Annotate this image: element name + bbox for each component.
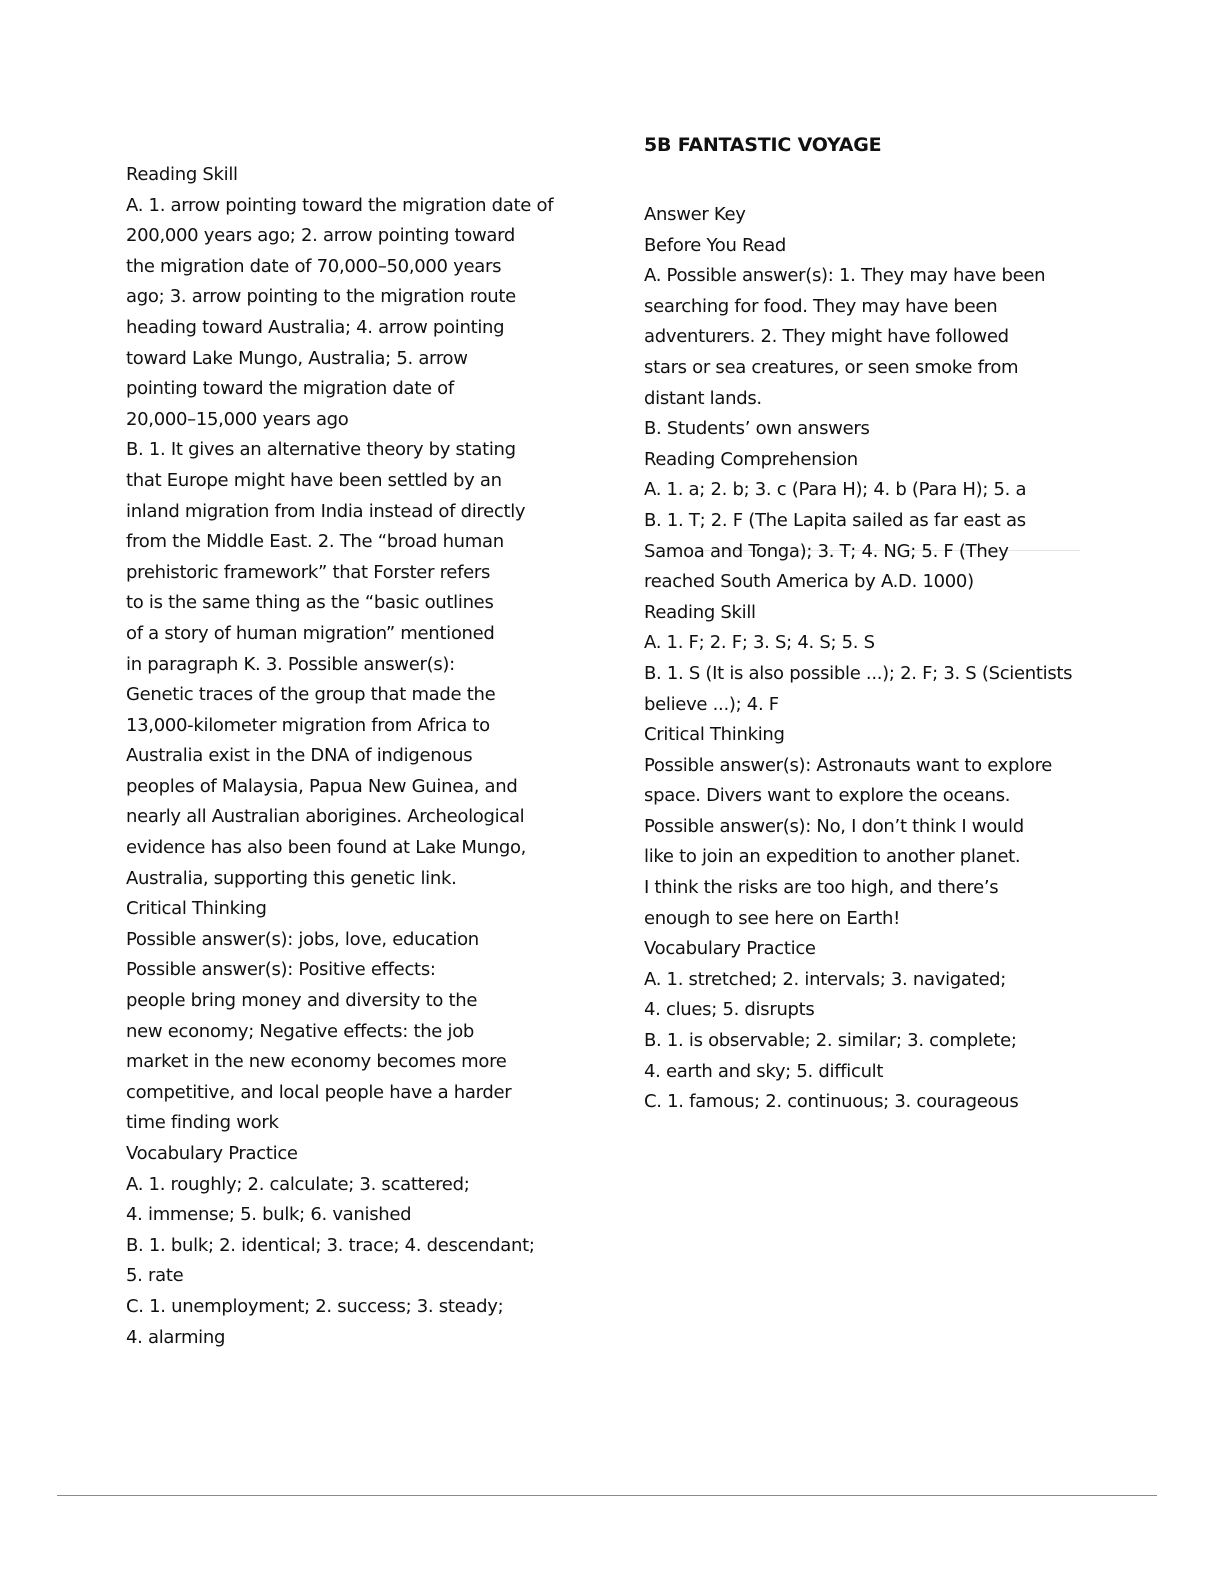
left-column-line: Possible answer(s): jobs, love, education [126, 928, 479, 950]
left-column-line: the migration date of 70,000–50,000 years [126, 255, 502, 277]
right-column-line: Reading Skill [644, 601, 756, 623]
right-column-line: Samoa and Tonga); 3. T; 4. NG; 5. F (They [644, 540, 1009, 562]
right-column-line: reached South America by A.D. 1000) [644, 571, 974, 593]
left-column-line: Critical Thinking [126, 898, 267, 920]
left-column-line: nearly all Australian aborigines. Archeological [126, 806, 525, 828]
left-column-line: Australia exist in the DNA of indigenous [126, 745, 473, 767]
left-column-line: Genetic traces of the group that made the [126, 684, 496, 706]
left-column-line: 4. immense; 5. bulk; 6. vanished [126, 1204, 412, 1226]
left-column-line: competitive, and local people have a harder [126, 1081, 512, 1103]
right-column-line: B. 1. T; 2. F (The Lapita sailed as far east as [644, 509, 1026, 531]
left-column-line: evidence has also been found at Lake Mungo, [126, 837, 527, 859]
right-column-line: Answer Key [644, 204, 746, 225]
left-column-line: A. 1. roughly; 2. calculate; 3. scattered; [126, 1173, 470, 1195]
right-column-line: Critical Thinking [644, 724, 785, 746]
left-column-line: A. 1. arrow pointing toward the migration date of [126, 194, 554, 216]
left-column-line: new economy; Negative effects: the job [126, 1020, 475, 1042]
left-column-line: B. 1. bulk; 2. identical; 3. trace; 4. descendant; [126, 1234, 535, 1256]
left-column-line: that Europe might have been settled by an [126, 469, 502, 491]
left-column-line: ago; 3. arrow pointing to the migration route [126, 286, 516, 308]
right-column-line: 4. clues; 5. disrupts [644, 999, 815, 1021]
left-column-line: 200,000 years ago; 2. arrow pointing toward [126, 225, 516, 247]
left-column-line: market in the new economy becomes more [126, 1051, 507, 1073]
right-column-line: 4. earth and sky; 5. difficult [644, 1060, 884, 1082]
right-column-line: believe ...); 4. F [644, 693, 779, 715]
left-column-line: prehistoric framework” that Forster refers [126, 561, 491, 583]
left-column-line: 5. rate [126, 1265, 184, 1287]
left-column-line: Australia, supporting this genetic link. [126, 867, 457, 889]
right-column-line: A. Possible answer(s): 1. They may have been [644, 265, 1046, 287]
right-column-line: adventurers. 2. They might have followed [644, 326, 1009, 348]
left-column-line: time finding work [126, 1112, 279, 1134]
right-column-line: space. Divers want to explore the oceans. [644, 785, 1011, 807]
right-column [644, 200, 1084, 1118]
right-column-line: A. 1. stretched; 2. intervals; 3. navigated; [644, 968, 1007, 990]
left-column-line: peoples of Malaysia, Papua New Guinea, and [126, 775, 518, 797]
left-column-line: pointing toward the migration date of [126, 378, 454, 400]
left-column-line: 20,000–15,000 years ago [126, 408, 349, 430]
right-column-line: distant lands. [644, 387, 762, 409]
left-column-line: inland migration from India instead of directly [126, 500, 526, 522]
right-column-line: enough to see here on Earth! [644, 907, 901, 929]
footer-divider [57, 1495, 1157, 1496]
right-column-line: Possible answer(s): No, I don’t think I would [644, 815, 1024, 837]
right-column-line: Possible answer(s): Astronauts want to explore [644, 754, 1053, 776]
right-column-line: B. 1. S (It is also possible ...); 2. F; 3. S (Scientists [644, 662, 1073, 684]
left-column-line: B. 1. It gives an alternative theory by stating [126, 439, 516, 461]
right-column-line: B. Students’ own answers [644, 418, 870, 440]
left-column-line: C. 1. unemployment; 2. success; 3. steady; [126, 1295, 504, 1317]
left-column-line: heading toward Australia; 4. arrow pointing [126, 316, 505, 338]
right-column-line: Before You Read [644, 234, 787, 256]
left-column-line: Vocabulary Practice [126, 1143, 298, 1164]
left-column-line: 13,000-kilometer migration from Africa to [126, 714, 490, 736]
right-column-line: Vocabulary Practice [644, 938, 816, 960]
left-column-line: Reading Skill [126, 164, 238, 185]
right-column-line: searching for food. They may have been [644, 295, 998, 317]
left-column-line: from the Middle East. 2. The “broad human [126, 531, 504, 553]
left-column-line: to is the same thing as the “basic outlines [126, 592, 494, 614]
right-column-line: I think the risks are too high, and there’s [644, 877, 999, 899]
right-column-line: Reading Comprehension [644, 448, 858, 470]
left-column-line: 4. alarming [126, 1326, 226, 1348]
right-column-line: B. 1. is observable; 2. similar; 3. complete; [644, 1030, 1017, 1052]
right-column-line: like to join an expedition to another planet. [644, 846, 1021, 868]
left-column-line: toward Lake Mungo, Australia; 5. arrow [126, 347, 468, 369]
right-column-line: A. 1. F; 2. F; 3. S; 4. S; 5. S [644, 632, 875, 654]
left-column-line: of a story of human migration” mentioned [126, 622, 495, 644]
right-column-line: A. 1. a; 2. b; 3. c (Para H); 4. b (Para H); 5. a [644, 479, 1027, 501]
left-column [126, 160, 576, 1353]
left-column-line: people bring money and diversity to the [126, 990, 478, 1012]
right-column-line: C. 1. famous; 2. continuous; 3. courageous [644, 1091, 1019, 1113]
left-column-line: Possible answer(s): Positive effects: [126, 959, 436, 981]
left-column-line: in paragraph K. 3. Possible answer(s): [126, 653, 455, 675]
right-column-line: stars or sea creatures, or seen smoke from [644, 356, 1019, 378]
page-title: 5B FANTASTIC VOYAGE [644, 134, 882, 156]
